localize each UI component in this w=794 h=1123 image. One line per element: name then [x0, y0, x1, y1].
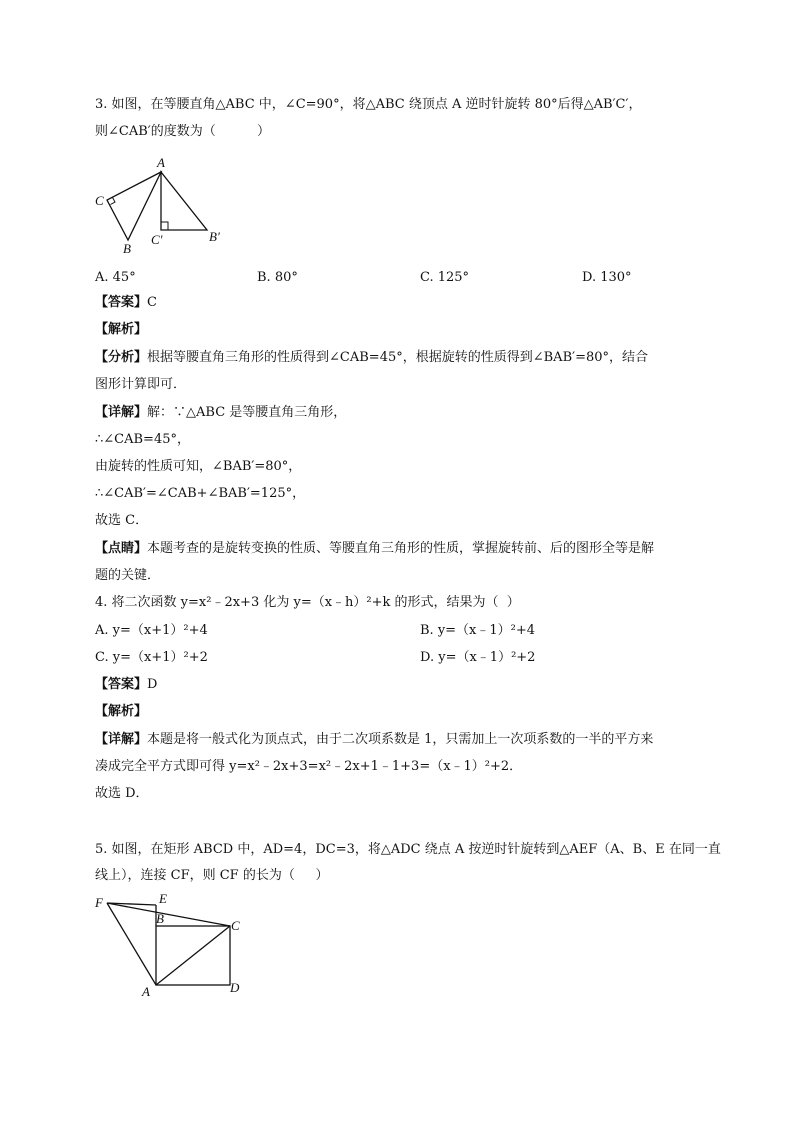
q4-option-b: B. y=（x﹣1）²+4: [420, 623, 536, 638]
q3-fenxi-line1: [95, 348, 648, 368]
q3-analysis-tag: 【解析】: [95, 322, 148, 337]
q3-stem-line1: 3. 如图，在等腰直角△ABC 中，∠C=90°，将△ABC 绕顶点 A 逆时针旋转 80°后得△AB′C′，: [95, 97, 642, 112]
q4-answer: [95, 675, 157, 695]
fenxi-tag: 【分析】: [95, 350, 148, 365]
q4-conclusion: 故选 D．: [95, 786, 149, 801]
q4-option-c: C. y=（x+1）²+2: [95, 650, 208, 665]
q3-step3: ∴∠CAB′=∠CAB+∠BAB′=125°，: [95, 486, 306, 501]
answer-value: D: [147, 677, 158, 692]
label-b-prime: B′: [209, 229, 220, 244]
q5-stem-line1: 5. 如图，在矩形 ABCD 中，AD=4，DC=3，将△ADC 绕点 A 按逆时针旋转到△AEF（A、B、E 在同一直: [95, 842, 721, 857]
q3-option-d: D. 130°: [582, 270, 632, 285]
answer-tag: 【答案】: [95, 295, 148, 310]
q3-fenxi-line2: 图形计算即可．: [95, 377, 187, 392]
q5-stem-line2: 线上），连接 CF，则 CF 的长为（ ）: [95, 868, 329, 883]
q3-dianjing-line2: 题的关键．: [95, 568, 161, 583]
q3-step4: 故选 C．: [95, 513, 149, 528]
dianjing-tag: 【点睛】: [95, 541, 148, 556]
q3-step1: ∴∠CAB=45°，: [95, 432, 190, 447]
xiangjie-tag: 【详解】: [95, 732, 148, 747]
triangle-abc: [107, 172, 161, 240]
q3-step2: 由旋转的性质可知，∠BAB′=80°，: [95, 459, 302, 474]
q3-xiangjie-line1: [95, 403, 346, 423]
answer-tag: 【答案】: [95, 677, 148, 692]
fenxi-text: 根据等腰直角三角形的性质得到∠CAB=45°，根据旋转的性质得到∠BAB′=80°，结合: [147, 350, 649, 365]
q4-analysis-tag: 【解析】: [95, 704, 148, 719]
segment-fc: [107, 903, 230, 926]
xiangjie-text: 本题是将一般式化为顶点式，由于二次项系数是 1，只需加上一次项系数的一半的平方来: [147, 732, 654, 747]
dianjing-text: 本题考查的是旋转变换的性质、等腰直角三角形的性质，掌握旋转前、后的图形全等是解: [147, 541, 655, 556]
label-e: E: [159, 891, 167, 906]
label-d: D: [230, 980, 240, 995]
answer-value: C: [147, 295, 157, 310]
xiangjie-text: 解：∵△ABC 是等腰直角三角形，: [147, 405, 347, 420]
label-b: B: [156, 911, 164, 926]
q4-xiangjie-line2: 凑成完全平方式即可得 y=x²﹣2x+3=x²﹣2x+1﹣1+3=（x﹣1）²+2．: [95, 759, 523, 774]
q3-figure: [90, 152, 240, 257]
right-angle-mark-c-prime: [161, 222, 168, 230]
q4-option-a: A. y=（x+1）²+4: [95, 623, 208, 638]
q3-answer: [95, 293, 157, 313]
xiangjie-tag: 【详解】: [95, 405, 148, 420]
label-f: F: [95, 895, 103, 910]
label-a: A: [157, 155, 165, 170]
label-c-prime: C′: [151, 232, 163, 247]
segment-fa: [107, 903, 156, 985]
q4-xiangjie-line1: [95, 730, 653, 750]
label-c: C: [231, 918, 240, 933]
q4-option-d: D. y=（x﹣1）²+2: [420, 650, 536, 665]
q3-option-b: B. 80°: [257, 270, 298, 285]
q3-option-a: A. 45°: [95, 270, 136, 285]
q3-dianjing-line1: [95, 539, 654, 559]
triangle-ab-prime-c-prime: [161, 172, 207, 230]
q3-stem-line2: 则∠CAB′的度数为（ ）: [95, 124, 271, 139]
label-b: B: [123, 241, 131, 256]
q5-figure: [90, 888, 260, 1003]
q3-option-c: C. 125°: [420, 270, 470, 285]
diagonal-ac: [156, 926, 230, 985]
q4-stem: 4. 将二次函数 y=x²﹣2x+3 化为 y=（x﹣h）²+k 的形式，结果为（ ）: [95, 595, 520, 610]
label-c: C: [95, 193, 104, 208]
label-a: A: [142, 984, 150, 999]
